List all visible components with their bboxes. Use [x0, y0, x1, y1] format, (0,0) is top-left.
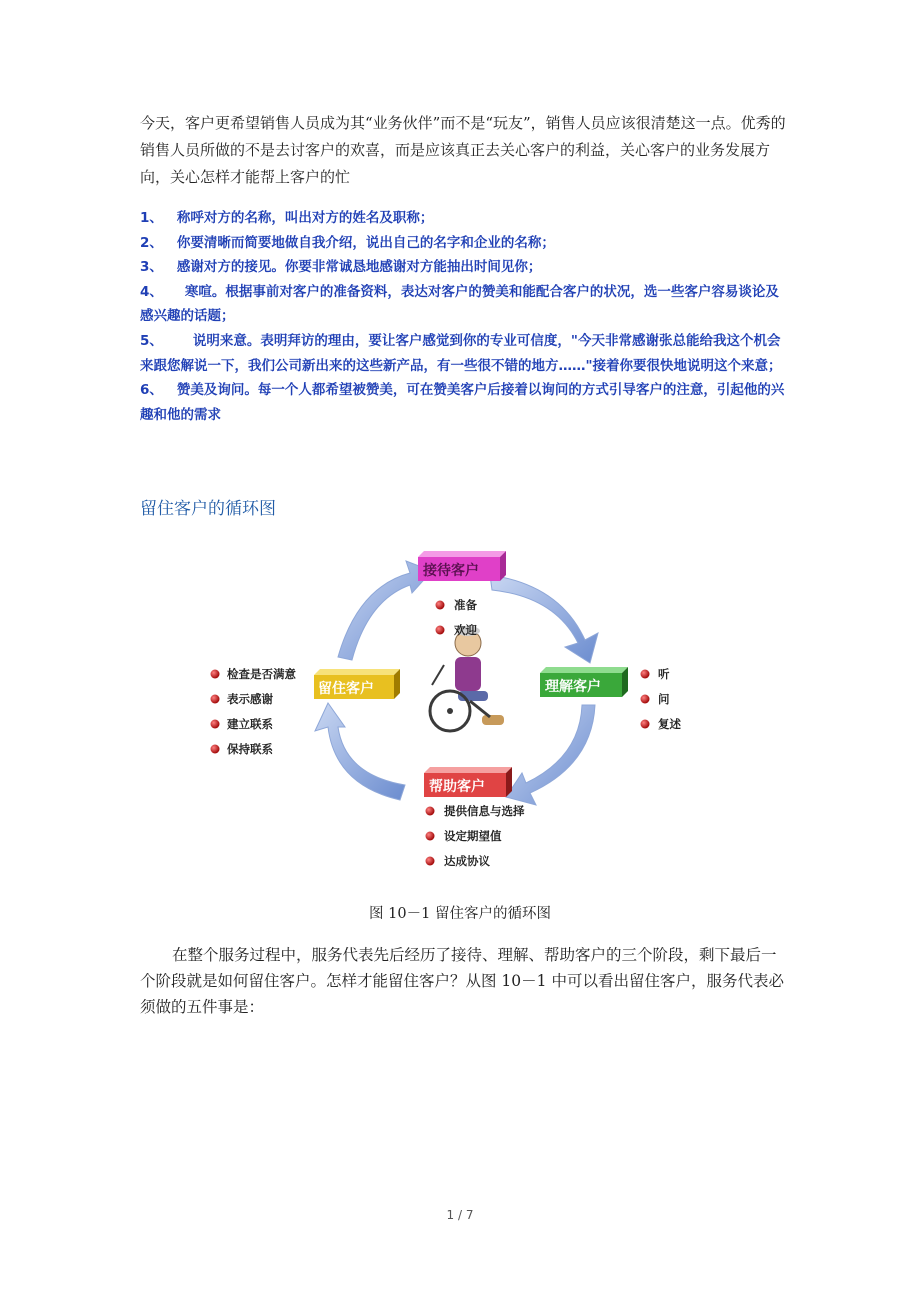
section-heading: 留住客户的循环图: [140, 499, 276, 519]
box-retaining-label: 留住客户: [318, 681, 374, 697]
bullet-text: 检查是否满意: [227, 667, 296, 681]
bullet-text: 达成协议: [444, 854, 490, 868]
step-number: 3、: [140, 259, 163, 276]
bullet-dot-icon: [436, 601, 445, 610]
step-item: [140, 206, 792, 231]
cycle-arrow: [315, 703, 405, 800]
bottom-bullets: [426, 804, 525, 868]
step-number: 1、: [140, 210, 163, 226]
page-number: 1 / 7: [446, 1208, 474, 1222]
box-helping: [424, 767, 512, 797]
bullet-text: 设定期望值: [444, 829, 502, 843]
intro-text: 今天，客户更希望销售人员成为其“业务伙伴”而不是“玩友”，销售人员应该很清楚这一点。优秀的销售人员所做的不是去讨客户的欢喜，而是应该真正去关心客户的利益，关心客户的业务发展方向，关心怎样才能帮上客户的忙: [140, 114, 786, 186]
bullet-dot-icon: [211, 670, 220, 679]
bullet-dot-icon: [211, 695, 220, 704]
right-bullets: [641, 667, 682, 731]
body-paragraph: [140, 942, 790, 1020]
step-item: [140, 378, 792, 427]
bullet-dot-icon: [641, 670, 650, 679]
step-item: [140, 231, 792, 256]
box-helping-label: 帮助客户: [429, 779, 485, 795]
box-reception: [418, 551, 506, 581]
bullet-dot-icon: [641, 720, 650, 729]
bullet-text: 提供信息与选择: [444, 804, 525, 818]
bullet-dot-icon: [641, 695, 650, 704]
cycle-arrow: [338, 561, 432, 660]
bullet-text: 问: [658, 692, 670, 706]
step-number: 2、: [140, 234, 163, 251]
bullet-text: 准备: [454, 598, 477, 612]
step-number: 6、: [140, 382, 163, 399]
wheelchair-figure-icon: [430, 626, 504, 731]
top-bullets: [436, 598, 478, 637]
bullet-dot-icon: [211, 745, 220, 754]
step-item: [140, 329, 792, 378]
step-number: 5、: [140, 332, 163, 349]
box-understanding: [540, 667, 628, 697]
intro-paragraph: [140, 110, 790, 191]
left-bullets: [211, 667, 297, 756]
box-reception-label: 接待客户: [423, 563, 479, 579]
step-text: 你要清晰而简要地做自我介绍，说出自己的名字和企业的名称；: [176, 234, 555, 251]
body-text: 在整个服务过程中，服务代表先后经历了接待、理解、帮助客户的三个阶段，剩下最后一个阶段就是如何留住客户。怎样才能留住客户？从图 10－1 中可以看出留住客户，服务代表必须做的五件事是：: [140, 946, 784, 1016]
step-text: 寒喧。根据事前对客户的准备资料，表达对客户的赞美和能配合客户的状况，选一些客户容易谈论及感兴趣的话题；: [140, 283, 779, 325]
bullet-text: 建立联系: [227, 717, 273, 731]
bullet-text: 欢迎: [454, 623, 477, 637]
steps-list: [140, 206, 792, 427]
bullet-dot-icon: [426, 807, 435, 816]
box-understanding-label: 理解客户: [545, 679, 601, 695]
step-text: 赞美及询问。每一个人都希望被赞美，可在赞美客户后接着以询问的方式引导客户的注意，引起他的兴趣和他的需求: [140, 382, 785, 423]
bullet-text: 保持联系: [227, 742, 273, 756]
retention-cycle-diagram: [200, 545, 700, 875]
bullet-text: 听: [658, 667, 670, 681]
bullet-dot-icon: [436, 626, 445, 635]
bullet-dot-icon: [211, 720, 220, 729]
box-retaining: [314, 669, 400, 699]
step-text: 说明来意。表明拜访的理由，要让客户感觉到你的专业可信度，"今天非常感谢张总能给我这个机会来跟您解说一下，我们公司新出来的这些新产品，有一些很不错的地方……"接着你要很快地说明这个来意；: [140, 332, 782, 374]
bullet-text: 复述: [658, 717, 681, 731]
cycle-arrow: [490, 575, 598, 663]
step-item: [140, 255, 792, 280]
step-text: 感谢对方的接见。你要非常诚恳地感谢对方能抽出时间见你；: [176, 259, 542, 276]
step-number: 4、: [140, 283, 163, 300]
cycle-arrow: [506, 705, 595, 805]
bullet-dot-icon: [426, 832, 435, 841]
figure-caption: 图 10－1 留住客户的循环图: [369, 906, 551, 922]
bullet-text: 表示感谢: [227, 692, 273, 706]
step-text: 称呼对方的名称，叫出对方的姓名及职称；: [176, 210, 434, 226]
bullet-dot-icon: [426, 857, 435, 866]
step-item: [140, 280, 792, 329]
